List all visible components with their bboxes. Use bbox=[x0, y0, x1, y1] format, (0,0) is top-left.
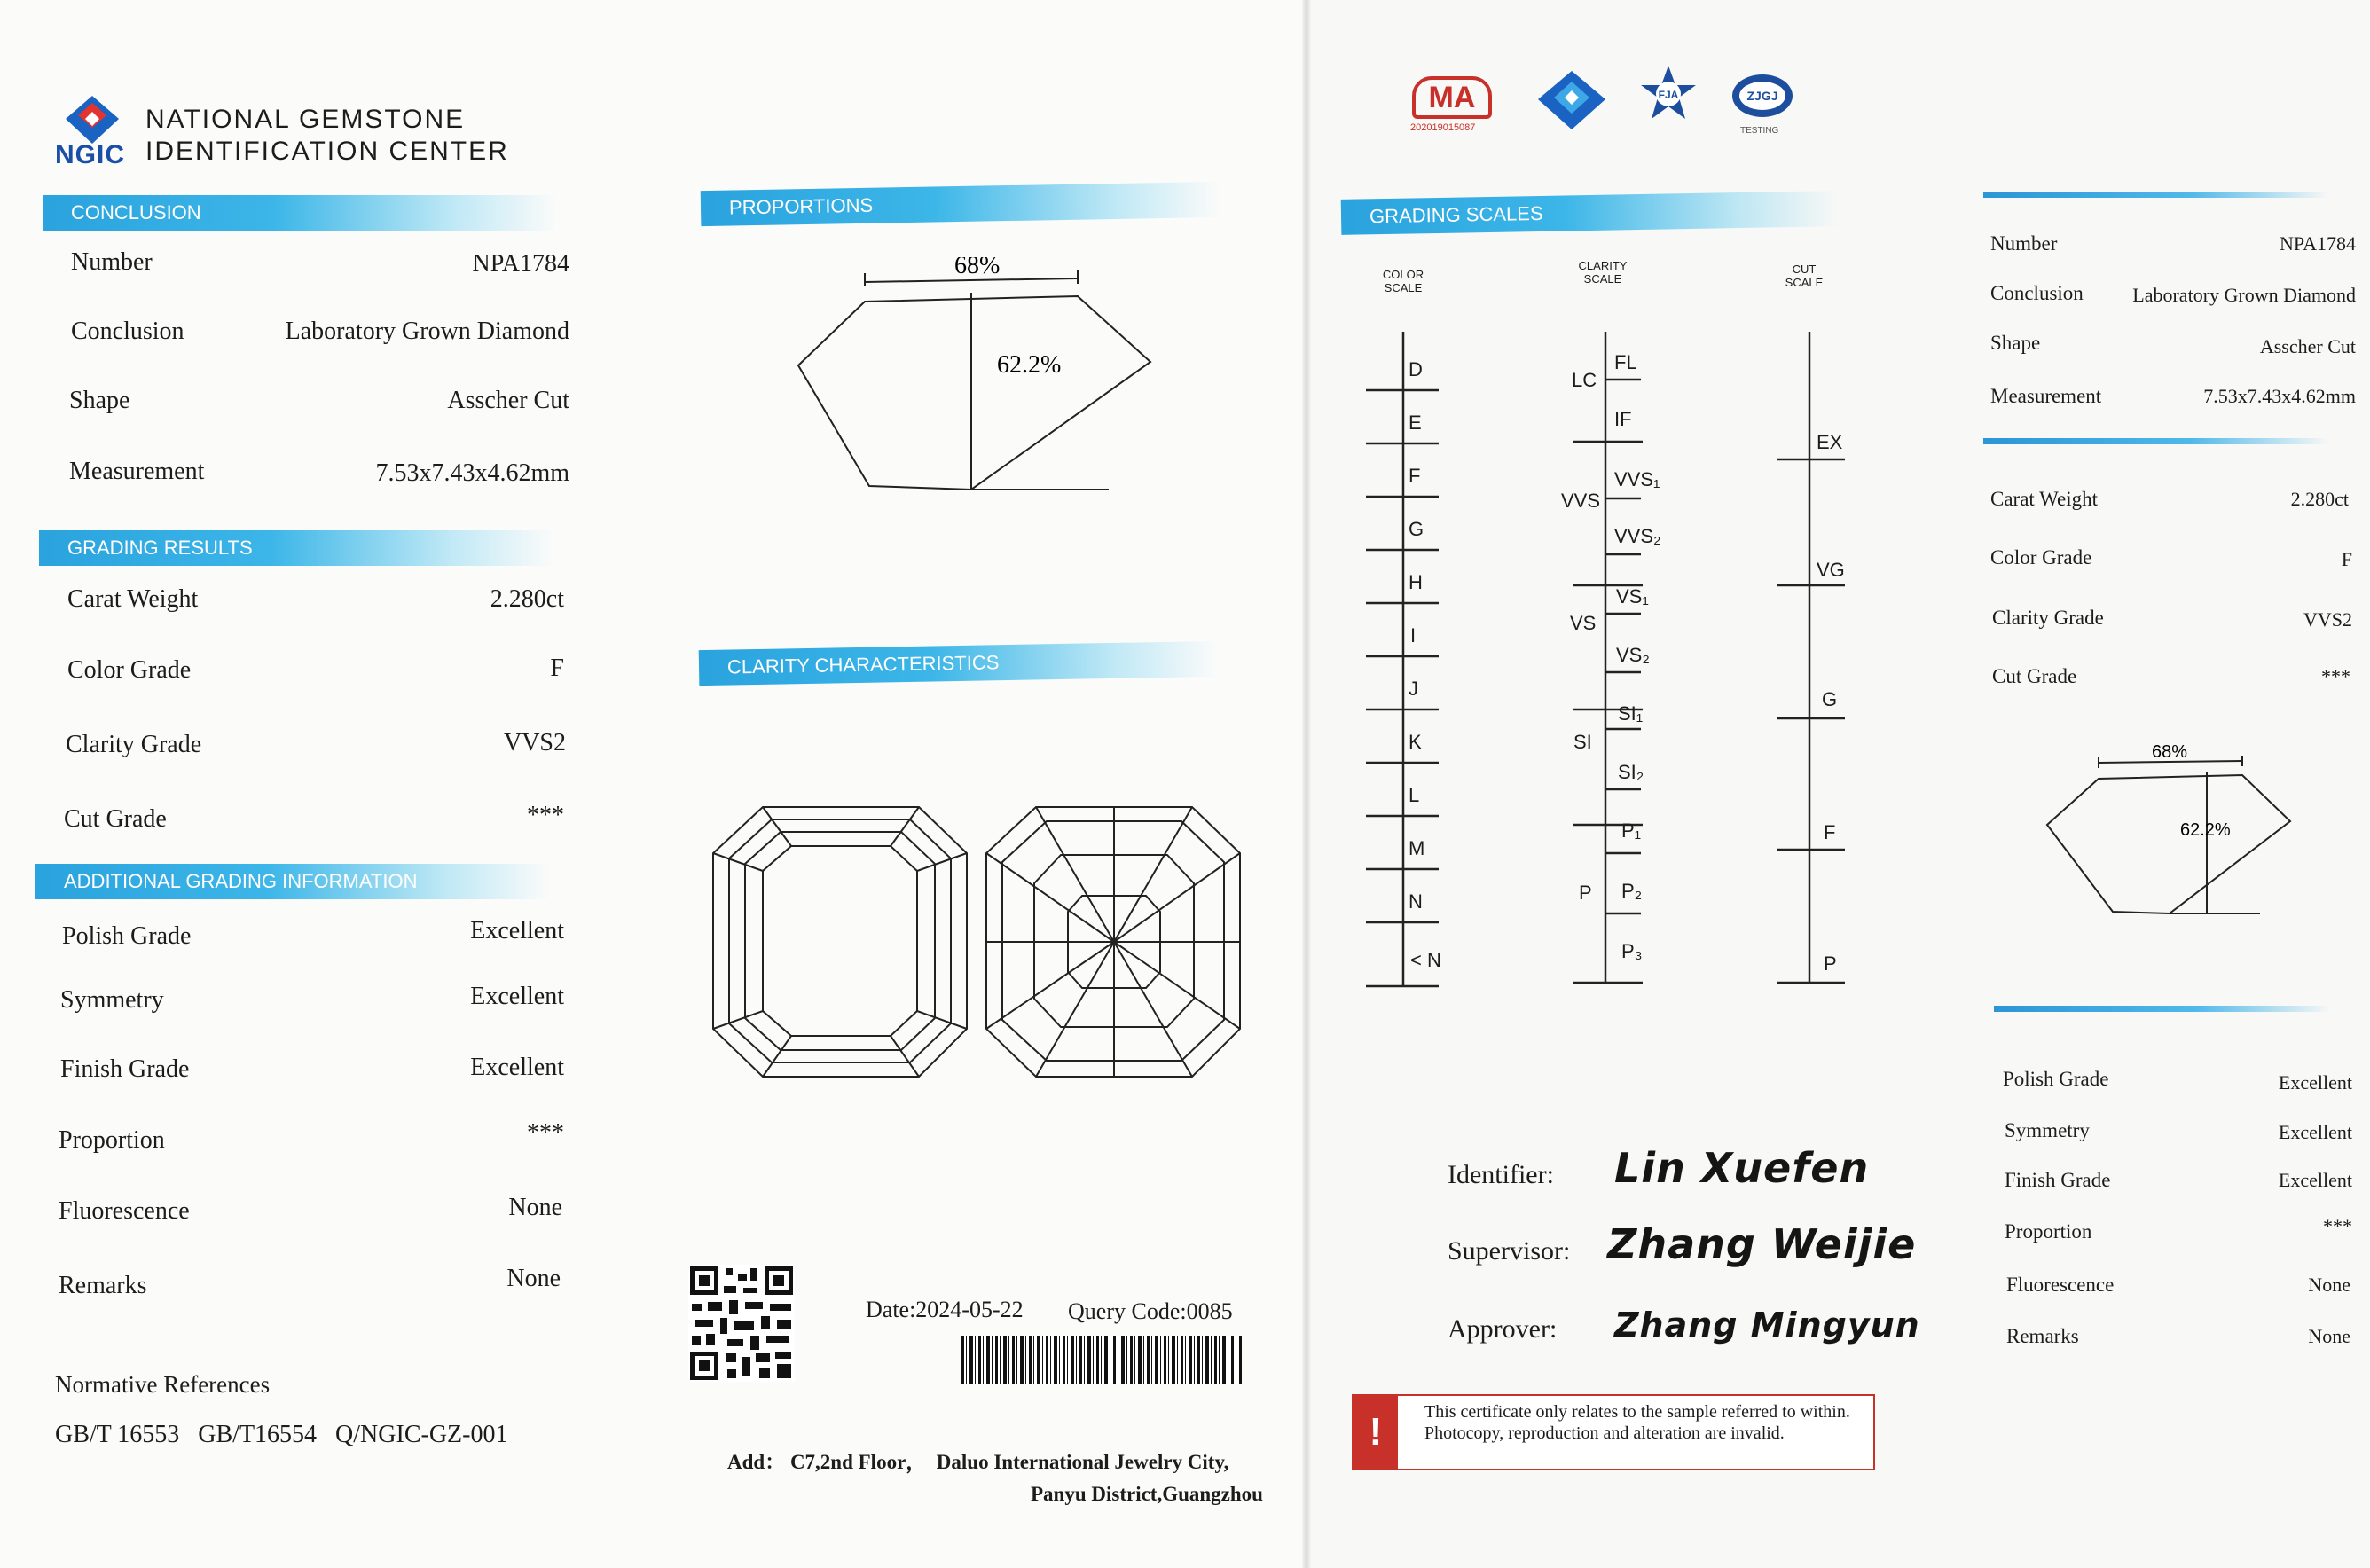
cma-logo-text: MA bbox=[1428, 81, 1476, 114]
fja-logo-text: FJA bbox=[1658, 89, 1679, 101]
summary-color-value: F bbox=[2341, 548, 2352, 570]
color-J: J bbox=[1409, 678, 1418, 700]
carat-weight-label: Carat Weight bbox=[67, 585, 199, 613]
approver-signature: Zhang Mingyun bbox=[1614, 1305, 1920, 1345]
normative-refs: GB/T 16553 GB/T16554 Q/NGIC-GZ-001 bbox=[55, 1421, 508, 1448]
clarity-VS1: VS₁ bbox=[1616, 585, 1649, 608]
clarity-P3: P₃ bbox=[1621, 940, 1643, 962]
org-name-line1: NATIONAL GEMSTONE bbox=[145, 105, 466, 134]
supervisor-label: Supervisor: bbox=[1448, 1236, 1571, 1266]
warning-icon: ! bbox=[1354, 1396, 1398, 1469]
proportion-label: Proportion bbox=[59, 1126, 165, 1154]
cut-scale-heading: CUT SCALE bbox=[1785, 263, 1824, 289]
measurement-label: Measurement bbox=[69, 458, 205, 485]
cut-F: F bbox=[1824, 821, 1836, 843]
grading-scales-heading: GRADING SCALES bbox=[1341, 191, 1839, 235]
warning-text: This certificate only relates to the sample referred to within. Photocopy, reproduction and alteration are invalid. bbox=[1424, 1402, 1850, 1443]
proportions-diagram bbox=[781, 257, 1162, 497]
clarity-grade-label: Clarity Grade bbox=[66, 731, 202, 758]
ngic-logo-icon bbox=[64, 94, 121, 145]
conclusion-label: Conclusion bbox=[71, 318, 184, 345]
number-value: NPA1784 bbox=[472, 250, 569, 278]
additional-info-heading: ADDITIONAL GRADING INFORMATION bbox=[35, 864, 550, 899]
clarity-VVS2: VVS₂ bbox=[1614, 525, 1661, 547]
summary-symmetry-value: Excellent bbox=[2278, 1121, 2352, 1143]
normative-title: Normative References bbox=[55, 1371, 271, 1398]
grading-results-heading: GRADING RESULTS bbox=[39, 530, 553, 566]
zjgj-logo-icon bbox=[1730, 71, 1795, 121]
query-code: Query Code:0085 bbox=[1068, 1298, 1233, 1324]
summary-number-label: Number bbox=[1990, 232, 2058, 255]
table-percent-text: 68% bbox=[954, 257, 1001, 279]
color-M: M bbox=[1409, 837, 1425, 859]
cut-P: P bbox=[1824, 953, 1837, 975]
polish-grade-label: Polish Grade bbox=[62, 922, 192, 950]
warning-box bbox=[1352, 1394, 1875, 1470]
clarity-P2: P₂ bbox=[1621, 880, 1643, 902]
summary-measurement-value: 7.53x7.43x4.62mm bbox=[2203, 385, 2356, 407]
summary-conclusion-label: Conclusion bbox=[1990, 282, 2084, 304]
summary-polish-value: Excellent bbox=[2278, 1071, 2352, 1094]
summary-proportion-label: Proportion bbox=[2005, 1220, 2092, 1243]
summary-number-value: NPA1784 bbox=[2280, 232, 2356, 255]
qr-code bbox=[688, 1265, 795, 1382]
summary-remarks-label: Remarks bbox=[2006, 1325, 2079, 1347]
summary-fluorescence-value: None bbox=[2308, 1274, 2350, 1296]
finish-grade-value: Excellent bbox=[470, 1054, 564, 1081]
supervisor-signature: Zhang Weijie bbox=[1607, 1220, 1917, 1268]
color-H: H bbox=[1409, 571, 1423, 593]
summary-color-label: Color Grade bbox=[1990, 546, 2092, 568]
measurement-value: 7.53x7.43x4.62mm bbox=[375, 459, 569, 487]
color-grade-value: F bbox=[550, 655, 564, 682]
clarity-SI1: SI₁ bbox=[1618, 702, 1644, 725]
proportions-heading: PROPORTIONS bbox=[701, 182, 1220, 226]
color-L: L bbox=[1409, 784, 1420, 806]
symmetry-label: Symmetry bbox=[60, 986, 164, 1014]
proportion-value: *** bbox=[527, 1119, 564, 1147]
summary-symmetry-label: Symmetry bbox=[2005, 1119, 2090, 1141]
summary-fluorescence-label: Fluorescence bbox=[2006, 1274, 2115, 1296]
summary-depth-text: 62.2% bbox=[2180, 820, 2231, 840]
color-N: N bbox=[1409, 890, 1423, 913]
summary-cut-value: *** bbox=[2321, 665, 2350, 687]
cut-grade-value: *** bbox=[527, 802, 564, 829]
cma-logo bbox=[1412, 76, 1492, 119]
carat-weight-value: 2.280ct bbox=[490, 585, 564, 613]
remarks-value: None bbox=[506, 1265, 561, 1292]
color-D: D bbox=[1409, 358, 1423, 380]
cma-number: 202019015087 bbox=[1410, 122, 1476, 133]
number-label: Number bbox=[71, 248, 153, 276]
symmetry-value: Excellent bbox=[470, 983, 564, 1010]
color-K: K bbox=[1409, 731, 1422, 753]
clarity-characteristics-heading: CLARITY CHARACTERISTICS bbox=[699, 641, 1219, 686]
color-below-N: < N bbox=[1410, 949, 1441, 971]
address-line2: Panyu District,Guangzhou bbox=[1031, 1483, 1263, 1505]
summary-conclusion-value: Laboratory Grown Diamond bbox=[2132, 284, 2356, 306]
color-F: F bbox=[1409, 465, 1421, 487]
clarity-VS2: VS₂ bbox=[1616, 644, 1650, 666]
cut-EX: EX bbox=[1817, 431, 1843, 453]
color-grade-label: Color Grade bbox=[67, 656, 192, 684]
identifier-label: Identifier: bbox=[1448, 1160, 1554, 1189]
clarity-FL: FL bbox=[1614, 351, 1637, 373]
clarity-group-P: P bbox=[1579, 882, 1592, 904]
clarity-scale-heading: CLARITY SCALE bbox=[1578, 259, 1628, 286]
zjgj-logo-text: ZJGJ bbox=[1746, 89, 1778, 103]
cut-G: G bbox=[1822, 688, 1838, 710]
testing-label: TESTING bbox=[1740, 126, 1779, 136]
summary-clarity-value: VVS2 bbox=[2303, 608, 2352, 631]
summary-clarity-label: Clarity Grade bbox=[1992, 607, 2104, 629]
fluorescence-label: Fluorescence bbox=[59, 1197, 190, 1225]
clarity-group-LC: LC bbox=[1572, 369, 1597, 391]
summary-rule-top bbox=[1983, 192, 2329, 198]
address-line1: Add： C7,2nd Floor， Daluo International Jewelry City, bbox=[727, 1451, 1229, 1473]
polish-grade-value: Excellent bbox=[470, 917, 564, 945]
approver-label: Approver: bbox=[1448, 1314, 1558, 1344]
barcode bbox=[961, 1336, 1242, 1384]
summary-table-text: 68% bbox=[2152, 742, 2188, 762]
fja-logo-icon bbox=[1639, 64, 1698, 128]
summary-shape-label: Shape bbox=[1990, 332, 2041, 354]
color-scale-heading: COLOR SCALE bbox=[1382, 268, 1424, 294]
pavilion-view-diagram bbox=[983, 798, 1249, 1082]
summary-proportions-diagram bbox=[2040, 736, 2297, 922]
clarity-group-VVS: VVS bbox=[1561, 490, 1601, 512]
clarity-grade-value: VVS2 bbox=[503, 729, 566, 757]
cut-grade-label: Cut Grade bbox=[64, 805, 167, 833]
summary-shape-value: Asscher Cut bbox=[2259, 335, 2356, 357]
color-E: E bbox=[1409, 412, 1422, 434]
summary-carat-value: 2.280ct bbox=[2290, 488, 2349, 510]
color-G: G bbox=[1409, 518, 1424, 540]
remarks-label: Remarks bbox=[59, 1272, 147, 1299]
clarity-SI2: SI₂ bbox=[1618, 761, 1644, 783]
ngic-diamond-logo-icon bbox=[1536, 69, 1607, 131]
depth-percent-text: 62.2% bbox=[997, 351, 1062, 379]
org-abbr: NGIC bbox=[55, 140, 125, 169]
summary-measurement-label: Measurement bbox=[1990, 385, 2102, 407]
summary-polish-label: Polish Grade bbox=[2003, 1068, 2109, 1090]
conclusion-heading: CONCLUSION bbox=[43, 195, 557, 231]
issue-date: Date:2024-05-22 bbox=[866, 1297, 1024, 1322]
clarity-IF: IF bbox=[1614, 408, 1632, 430]
summary-finish-value: Excellent bbox=[2278, 1169, 2352, 1191]
summary-remarks-value: None bbox=[2308, 1325, 2350, 1347]
finish-grade-label: Finish Grade bbox=[60, 1055, 190, 1083]
identifier-signature: Lin Xuefen bbox=[1614, 1144, 1870, 1192]
shape-value: Asscher Cut bbox=[447, 387, 569, 414]
shape-label: Shape bbox=[69, 387, 130, 414]
conclusion-value: Laboratory Grown Diamond bbox=[285, 318, 569, 345]
clarity-group-SI: SI bbox=[1573, 731, 1592, 753]
cut-VG: VG bbox=[1817, 559, 1845, 581]
clarity-VVS1: VVS₁ bbox=[1614, 468, 1660, 490]
summary-proportion-value: *** bbox=[2323, 1215, 2352, 1237]
clarity-P1: P₁ bbox=[1621, 819, 1642, 842]
clarity-group-VS: VS bbox=[1570, 612, 1597, 634]
org-name-line2: IDENTIFICATION CENTER bbox=[145, 137, 509, 166]
summary-finish-label: Finish Grade bbox=[2005, 1169, 2111, 1191]
crown-view-diagram bbox=[710, 798, 976, 1082]
summary-cut-label: Cut Grade bbox=[1992, 665, 2077, 687]
fluorescence-value: None bbox=[508, 1194, 562, 1221]
summary-rule-grading bbox=[1983, 438, 2329, 444]
summary-rule-additional bbox=[1994, 1006, 2331, 1012]
summary-carat-label: Carat Weight bbox=[1990, 488, 2098, 510]
color-I: I bbox=[1410, 624, 1417, 647]
page-fold bbox=[1302, 0, 1311, 1568]
